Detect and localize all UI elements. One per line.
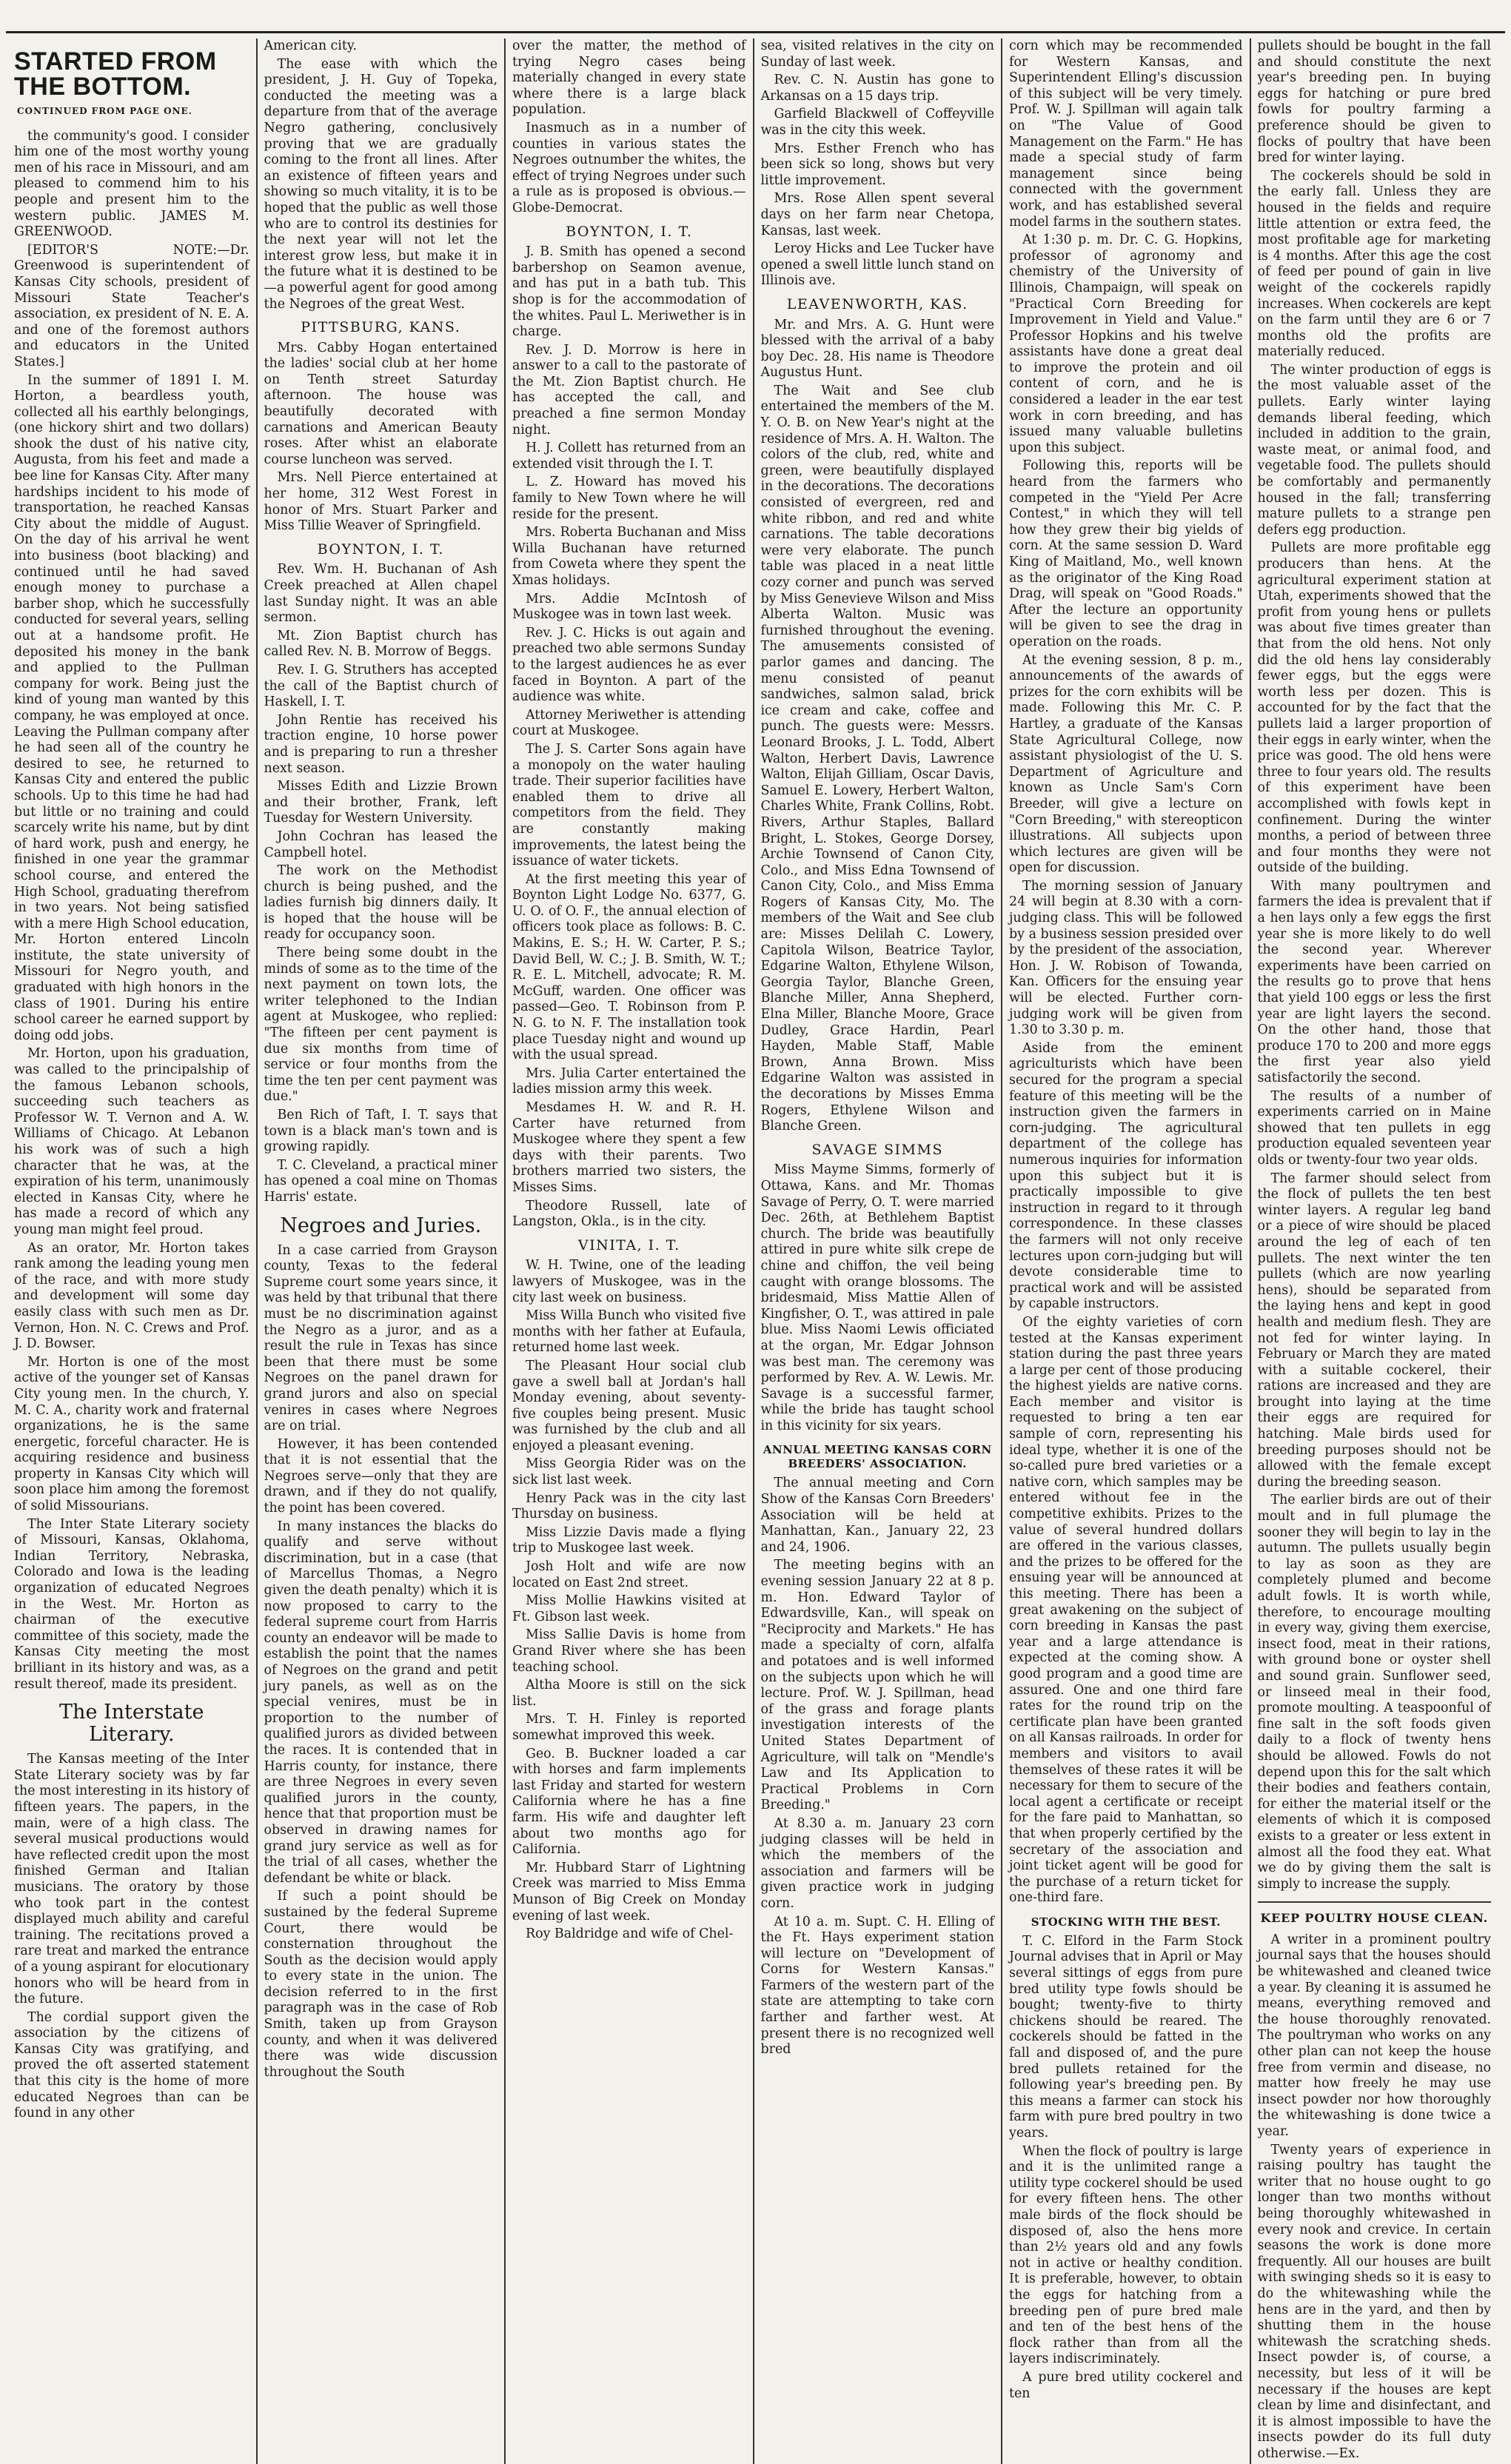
paragraph: Mrs. Roberta Buchanan and Miss Willa Buchanan have returned from Coweta where they spent the Xmas holidays. [512,525,746,588]
paragraph: Of the eighty varieties of corn tested at the Kansas experiment station during the past three years a large per cent of those producing the highest yields are native corns. Each member and visitor is requested to bring a ten ear sample of corn, representing his ideal type, whether it is one of the so-called pure bred varieties or a native corn, which samples may be entered without fee in the competitive exhibits. Prizes to the value of several hundred dollars are offered in the various classes, and the prizes to be offered for the ensuing year will be announced at this meeting. There has been a great awakening on the subject of corn breeding in Kansas the past year and a large attendance is expected at the coming show. A good program and a good time are assured. One and one third fare rates for the round trip on the certificate plan have been granted on all Kansas railroads. In order for members and visitors to avail themselves of these rates it will be necessary for them to secure of the local agent a certificate or receipt for the fare paid to Manhattan, so that when properly certified by the secretary of the association and joint ticket agent will be good for the purchase of a return ticket for one-third fare. [1009,1314,1243,1906]
paragraph: Rev. Wm. H. Buchanan of Ash Creek preached at Allen chapel last Sunday night. It was an able sermon. [264,562,497,626]
article-body [512,1258,746,1942]
paragraph: Pullets are more profitable egg producers than hens. At the agricultural experiment station at Utah, experiments showed that the profit from young hens or pullets was about five times greater than that from the old hens. Not only did the old hens lay considerably fewer eggs, but the eggs were worth less per dozen. This is accounted for by the fact that the pullets laid a larger proportion of their eggs in early winter, when the price was good. The old hens were three to four years old. The results of this experiment have been accomplished with fowls kept in confinement. During the winter months, a period of between three and four months they were not outside of the building. [1257,540,1491,876]
paragraph: A pure bred utility cockerel and ten [1009,2369,1243,2401]
section-heading: LEAVENWORTH, KAS. [786,295,968,312]
paragraph: Mrs. Cabby Hogan entertained the ladies' social club at her home on Tenth street Saturday afternoon. The house was beautifully decorated with carnations and American Beauty roses. After whist an elaborate course luncheon was served. [264,340,497,467]
paragraph: Aside from the eminent agriculturists which have been secured for the program a special feature of this meeting will be the instruction given the farmers in corn-judging. The agricultural department of the college has numerous inquiries for information upon this subject but it is practically impossible to give instruction in regard to it through correspondence. In these classes the farmers will not only receive lectures upon corn-judging but will devote considerable time to practical work and will be assisted by capable instructors. [1009,1040,1243,1312]
paragraph: The cordial support given the association by the citizens of Kansas City was gratifying, and proved the oft asserted statement that this city is the home of more educated Negroes than can be found in any other [14,2009,249,2121]
paragraph: The winter production of eggs is the most valuable asset of the pullets. Early winter laying demands liberal feeding, which included in addition to the grain, waste meat, or animal food, and vegetable food. The pullets should be comfortably and permanently housed in the fall; transferring mature pullets to a strange pen defers egg production. [1257,362,1491,538]
article-body [1009,1934,1243,2402]
paragraph: Twenty years of experience in raising poultry has taught the writer that no house ought to go longer than two months without being thoroughly whitewashed in every nook and crevice. In certain seasons the work is done more frequently. All our houses are built with swinging sheds so it is easy to do the whitewashing while the hens are in the yard, and then by shutting them in the house whitewash the scratching sheds. Insect powder is, of course, a necessity, but less of it will be necessary if the houses are kept clean by lime and disinfectant, and it is almost impossible to have the insects powder do its full duty otherwise.—Ex. [1257,2142,1491,2461]
column-1 [7,38,256,2464]
paragraph: The J. S. Carter Sons again have a monopoly on the water hauling trade. Their superior facilities have enabled them to drive all competitors from the field. They are constantly making improvements, the latest being the issuance of water tickets. [512,741,746,869]
paragraph: Mesdames H. W. and R. H. Carter have returned from Muskogee where they spent a few days with their parents. Two brothers married two sisters, the Misses Sims. [512,1100,746,1195]
section-heading: Negroes and Juries. [280,1213,482,1237]
article-body [1258,1932,1492,2463]
article-body [1258,38,1492,1892]
paragraph: Inasmuch as in a number of counties in various states the Negroes outnumber the whites, the effect of trying Negroes under such a rule as is proposed is obvious.—Globe-Democrat. [512,120,746,215]
paragraph: The morning session of January 24 will begin at 8.30 with a corn-judging class. This will be followed by a business session presided over by the president of the association, Hon. J. W. Robison of Towanda, Kan. Officers for the ensuing year will be elected. Further corn-judging work will be given from 1.30 to 3.30 p. m. [1009,878,1243,1038]
article-body [264,38,498,312]
paragraph: Rev. J. D. Morrow is here in answer to a call to the pastorate of the Mt. Zion Baptist church. He has accepted the call, and preached a fine sermon Monday night. [512,342,746,438]
paragraph: Rev. J. C. Hicks is out again and preached two able sermons Sunday to the largest audiences he as ever faced in Boynton. A part of the audience was white. [512,625,746,705]
section-heading: ANNUAL MEETING KANSAS CORN BREEDERS' ASSOCIATION. [763,1443,992,1471]
paragraph: If such a point should be sustained by the federal Supreme Court, there would be consternation throughout the South as the decision would apply to every state in the union. The decision referred to in the first paragraph was in the case of Rob Smith, taken up from Grayson county, and when it was delivered there was wide discussion throughout the South [264,1889,497,2080]
paragraph: In many instances the blacks do qualify and serve without discrimination, but in a case (that of Marcellus Thomas, a Negro given the death penalty) which it is now proposed to carry to the federal supreme court from Harris county an endeavor will be made to establish the point that the names of Negroes on the grand and petit jury panels, as well as on the special venires, must be in proportion to the number of qualified jurors as divided between the races. It is contended that in Harris county, for instance, there are three Negroes in every seven qualified jurors in the county, hence that that proportion must be observed in drawing names for grand jury service as well as for the trial of all cases, whether the defendant be white or black. [264,1519,497,1886]
paragraph: John Rentie has received his traction engine, 10 horse power and is preparing to run a thresher next season. [264,712,497,776]
paragraph: Mrs. Nell Pierce entertained at her home, 312 West Forest in honor of Mrs. Stuart Parker and Miss Tillie Weaver of Springfield. [264,470,497,534]
paragraph: The annual meeting and Corn Show of the Kansas Corn Breeders' Association will be held at Manhattan, Kan., January 22, 23 and 24, 1906. [760,1476,994,1555]
section-heading: STOCKING WITH THE BEST. [1031,1915,1221,1929]
paragraph: At 10 a. m. Supt. C. H. Elling of the Ft. Hays experiment station will lecture on "Development of Corns for Western Kansas." Farmers of the western part of the state are attempting to take corn farther and farther west. At present there is no recognized well bred [760,1914,994,2058]
paragraph: Mr. Hubbard Starr of Lightning Creek was married to Miss Emma Munson of Big Creek on Monday evening of last week. [512,1860,746,1924]
paragraph: The meeting begins with an evening session January 22 at 8 p. m. Hon. Edward Taylor of Edwardsville, Kan., will speak on "Reciprocity and Markets." He has made a specialty of corn, alfalfa and potatoes and is well informed on the subjects upon which he will lecture. Prof. W. J. Spillman, head of the grass and forage plants investigation interests of the United States Department of Agriculture, will talk on "Mendle's Law and Its Application to Practical Problems in Corn Breeding." [760,1558,994,1813]
article-body [264,562,498,1205]
section-heading: BOYNTON, I. T. [566,223,693,240]
paragraph: H. J. Collett has returned from an extended visit through the I. T. [512,441,746,472]
paragraph: At the first meeting this year of Boynton Light Lodge No. 6377, G. U. O. of O. F., the annual election of officers took place as follows: B. C. Makins, E. S.; H. W. Carter, P. S.; David Bell, W. C.; J. B. Smith, W. T.; R. E. L. Mitchell, advocate; R. M. McGuff, warden. One officer was passed—Geo. T. Robinson from P. N. G. to N. F. The installation took place Tuesday night and wound up with the usual spread. [512,871,746,1063]
paragraph: Mr. Horton, upon his graduation, was called to the principalship of the famous Lebanon schools, succeeding such teachers as Professor W. T. Vernon and A. W. Williams of Chicago. At Lebanon his work was of such a high character that he was, at the expiration of his term, unanimously elected in Kansas City, where he has made a record of which any young man might feel proud. [14,1046,249,1237]
paragraph: Misses Edith and Lizzie Brown and their brother, Frank, left Tuesday for Western University. [264,779,497,826]
headline: STARTED FROM THE BOTTOM. [14,47,217,101]
paragraph: The farmer should select from the flock of pullets the ten best winter layers. A regular leg band or a piece of wire should be placed around the leg of each of ten pullets. The next winter the ten pullets (which are now yearling hens), should be separated from the laying hens and kept in good health and medium flesh. They are not fed for winter laying. In February or March they are mated with a suitable cockerel, their rations are increased and they are brought into laying at the time their eggs are required for hatching. Male birds used for breeding purposes should not be allowed with the female except during the breeding season. [1257,1171,1491,1490]
section-heading: The Interstate Literary. [59,1701,204,1747]
paragraph: [EDITOR'S NOTE:—Dr. Greenwood is superintendent of Kansas City schools, president of Missouri State Teacher's association, ex president of N. E. A. and one of the foremost authors and educators in the United States.] [14,242,249,369]
paragraph: Roy Baldridge and wife of Chel- [526,1926,734,1942]
paragraph: the community's good. I consider him one of the most worthy young men of his race in Missouri, and am pleased to commend him to his people and present him to the western public. JAMES M. GREENWOOD. [14,128,249,240]
article-body [761,38,995,289]
article-body [264,1243,498,2081]
article-body [512,38,746,217]
paragraph: pullets should be bought in the fall and should constitute the next year's breeding pen. In buying eggs for hatching or pure bred fowls for poultry farming a preference should be given to flocks of poultry that have been bred for winter laying. [1257,38,1491,166]
paragraph: Mr. Horton is one of the most active of the younger set of Kansas City young men. In the church, Y. M. C. A., charity work and fraternal organizations, he is the same energetic, forceful character. He is acquiring residence and business property in Kansas City which will soon place him among the foremost of solid Missourians. [14,1354,249,1514]
section-heading: PITTSBURG, KANS. [301,319,461,336]
paragraph: Following this, reports will be heard from the farmers who competed in the "Yield Per Acre Contest," in which they will tell how they grew their big yields of corn. At the same session D. Ward King of Maitland, Mo., well known as the originator of the King Road Drag, will speak on "Good Roads." After the lecture an opportunity will be given to see the drag in operation on the roads. [1009,458,1243,649]
section-heading: SAVAGE SIMMS [811,1141,943,1158]
article-body [264,341,498,535]
paragraph: The ease with which the president, J. H. Guy of Topeka, conducted the meeting was a departure from that of the average Negro gathering, conclusively proving that we are gradually coming to the front all lines. After an existence of fifteen years and showing so much vitality, it is to be hoped that the public as well those who are to control its destinies for the next year will not let the interest grow less, but make it in the future what it is destined to be—a powerful agent for good among the Negroes of the great West. [264,56,497,312]
paragraph: Leroy Hicks and Lee Tucker have opened a swell little lunch stand on Illinois ave. [760,241,994,289]
paragraph: American city. [264,38,357,53]
paragraph: The results of a number of experiments carried on in Maine showed that ten pullets in egg production equaled seventeen year olds or twenty-four two year olds. [1257,1088,1491,1168]
paragraph: Rev. C. N. Austin has gone to Arkansas on a 15 days trip. [760,73,994,104]
paragraph: Mr. and Mrs. A. G. Hunt were blessed with the arrival of a baby boy Dec. 28. His name is Theodore Augustus Hunt. [760,317,994,381]
paragraph: L. Z. Howard has moved his family to New Town where he will reside for the present. [512,475,746,522]
paragraph: Miss Sallie Davis is home from Grand River where she has been teaching school. [512,1627,746,1675]
article-body [761,1476,995,2058]
paragraph: The Wait and See club entertained the members of the M. Y. O. B. on New Year's night at the residence of Mrs. A. H. Walton. The colors of the club, red, white and green, were beautifully displayed in the decorations. The decorations consisted of evergreen, red and white ribbon, and red and white carnations. The table decorations were very elaborate. The punch table was placed in a neat little cozy corner and punch was served by Miss Genevieve Wilson and Miss Alberta Walton. Music was furnished throughout the evening. The amusements consisted of parlor games and dancing. The menu consisted of peanut sandwiches, salmon salad, brick ice cream and cake, coffee and punch. The guests were: Messrs. Leonard Brooks, J. L. Todd, Albert Walton, Herbert Davis, Lawrence Walton, Elijah Gilliam, Oscar Davis, Samuel E. Lowery, Herbert Walton, Charles White, Frank Collins, Robt. Rivers, Arthur Staples, Ballard Bright, L. Stokes, George Dorsey, Archie Townsend of Canon City, Colo., and Miss Edna Townsend of Canon City, Colo., and Miss Emma Rogers of Kansas City, Mo. The members of the Wait and See club are: Misses Delilah C. Lowery, Capitola Wilson, Beatrice Taylor, Edgarine Walton, Ethylene Wilson, Georgia Taylor, Blanche Green, Blanche Miller, Anna Shepherd, Elna Miller, Blanche Moore, Grace Dudley, Grace Hardin, Pearl Hayden, Mable Staff, Mable Brown, Anna Brown. Miss Edgarine Walton was assisted in the decorations by Misses Emma Rogers, Ethylene Wilson and Blanche Green. [760,383,994,1134]
paragraph: The Pleasant Hour social club gave a swell ball at Jordan's hall Monday evening, about seventy-five couples being present. Music was furnished by the club and all enjoyed a pleasant evening. [512,1358,746,1453]
paragraph: Mrs. Addie McIntosh of Muskogee was in town last week. [512,591,746,623]
paragraph: Mrs. Rose Allen spent several days on her farm near Chetopa, Kansas, last week. [760,191,994,238]
paragraph: Geo. B. Buckner loaded a car with horses and farm implements last Friday and started for western California where he has a fine farm. His wife and daughter left about two months ago for California. [512,1746,746,1858]
paragraph: The work on the Methodist church is being pushed, and the ladies furnish big dinners daily. It is hoped that the house will be ready for occupancy soon. [264,863,497,943]
paragraph: As an orator, Mr. Horton takes rank among the leading young men of the race, and with more study and development will some day easily class with such men as Dr. Vernon, Hon. N. C. Crews and Prof. J. D. Bowser. [14,1240,249,1352]
paragraph: Henry Pack was in the city last Thursday on business. [512,1490,746,1522]
column-4 [753,38,1002,2464]
paragraph: Mrs. Julia Carter entertained the ladies mission army this week. [512,1065,746,1097]
paragraph: W. H. Twine, one of the leading lawyers of Muskogee, was in the city last week on business. [512,1258,746,1305]
columns [7,38,1498,2461]
paragraph: At the evening session, 8 p. m., announcements of the awards of prizes for the corn exhibits will be made. Following this Mr. C. P. Hartley, a graduate of the Kansas State Agricultural College, now assistant physiologist of the U. S. Department of Agriculture and known as Uncle Sam's Corn Breeder, will give a lecture on "Corn Breeding," with stereopticon illustrations. All subjects upon which lectures are given will be open for discussion. [1009,652,1243,876]
paragraph: Miss Mollie Hawkins visited at Ft. Gibson last week. [512,1593,746,1624]
article-body [1009,38,1243,1906]
section-heading: KEEP POULTRY HOUSE CLEAN. [1258,1901,1492,1926]
paragraph: There being some doubt in the minds of some as to the time of the next payment on town lots, the writer telephoned to the Indian agent at Muskogee, who replied: "The fifteen per cent payment is due six months from time of service or four months from the time the ten per cent payment was due." [264,945,497,1105]
paragraph: sea, visited relatives in the city on Sunday of last week. [760,38,994,70]
article-body [14,129,249,1693]
paragraph: T. C. Elford in the Farm Stock Journal advises that in April or May several sittings of eggs from pure bred utility type fowls should be bought; twenty-five to thirty chickens should be reared. The cockerels should be fatted in the fall and disposed of, and the pure bred pullets retained for the following year's breeding pen. By this means a farmer can stock his farm with pure bred poultry in two years. [1009,1933,1243,2140]
paragraph: The earlier birds are out of their moult and in full plumage the sooner they will begin to lay in the autumn. The pullets usually begin to lay as soon as they are completely plumed and become adult fowls. It is worth while, therefore, to encourage moulting in every way, giving them exercise, insect food, meat in their rations, with ground bone or oyster shell and sound grain. Sunflower seed, or linseed meal in their food, promote moulting. A teaspoonful of fine salt in the soft foods given daily to a flock of twenty hens should be allowed. Fowls do not depend upon this for the salt which their bodies and feathers contain, for either the material itself or the elements of which it is composed exists to a greater or less extent in almost all the food they eat. What we do by giving them the salt is simply to increase the supply. [1257,1493,1491,1892]
paragraph: At 1:30 p. m. Dr. C. G. Hopkins, professor of agronomy and chemistry of the University of Illinois, Champaign, will speak on "Practical Corn Breeding for Improvement in Yield and Value." Professor Hopkins and his twelve assistants have done a great deal to improve the protein and oil content of corn, and he is considered a leader in the ear test work in corn breeding, and has issued many valuable bulletins upon this subject. [1009,232,1243,455]
column-6 [1250,38,1498,2464]
paragraph: Ben Rich of Taft, I. T. says that town is a black man's town and is growing rapidly. [264,1108,497,1155]
article-body [512,244,746,1231]
paragraph: With many poultrymen and farmers the idea is prevalent that if a hen lays only a few eggs the first year she is more likely to do well the second year. Wherever experiments have been carried on the results go to prove that hens that yield 100 eggs or less the first year are light layers the second. On the other hand, those that produce 170 to 200 and more eggs the first year also yield satisfactorily the second. [1257,878,1491,1085]
article-body [761,318,995,1135]
paragraph: However, it has been contended that it is not essential that the Negroes serve—only that they are drawn, and if they do not qualify, the point has been covered. [264,1436,497,1516]
paragraph: Mrs. T. H. Finley is reported somewhat improved this week. [512,1712,746,1743]
article-body [761,1162,995,1434]
paragraph: corn which may be recommended for Western Kansas, and Superintendent Elling's discussion of this subject will be very timely. Prof. W. J. Spillman will again talk on "The Value of Good Management on the Farm." He has made a special study of farm management since being connected with the government work, and has established several model farms in the southern states. [1009,38,1243,230]
paragraph: Mrs. Esther French who has been sick so long, shows but very little improvement. [760,141,994,188]
paragraph: In a case carried from Grayson county, Texas to the federal Supreme court some years since, it was held by that tribunal that there must be no discrimination against the Negro as a juror, and as a result the rule in Texas has since been that there must be some Negroes on the panel drawn for grand jurors and also on special venires in cases where Negroes are on trial. [264,1242,497,1434]
section-heading: VINITA, I. T. [577,1236,680,1253]
paragraph: Miss Georgia Rider was on the sick list last week. [512,1456,746,1488]
top-rule [6,31,1505,33]
paragraph: A writer in a prominent poultry journal says that the houses should be whitewashed and cleaned twice a year. By cleaning it is assumed he means, everything removed and the house thoroughly renovated. The poultryman who works on any other plan can not keep the house free from vermin and disease, no matter how freely he may use insect powder nor how thoroughly the whitewashing is done twice a year. [1257,1932,1491,2139]
paragraph: The Inter State Literary society of Missouri, Kansas, Oklahoma, Indian Territory, Nebraska, Colorado and Iowa is the leading organization of educated Negroes in the West. Mr. Horton as chairman of the executive committee of this society, made the Kansas City meeting the most brilliant in its history and was, as a result thereof, made its president. [14,1516,249,1692]
column-5 [1001,38,1250,2464]
paragraph: Mt. Zion Baptist church has called Rev. N. B. Morrow of Beggs. [264,628,497,660]
paragraph: Miss Mayme Simms, formerly of Ottawa, Kans. and Mr. Thomas Savage of Perry, O. T. were married Dec. 26th, at Bethlehem Baptist church. The bride was beautifully attired in pure white silk crepe de chine and chiffon, the veil being caught with orange blossoms. The bridesmaid, Miss Mattie Allen of Kingfisher, O. T., was attired in pale blue. Miss Naomi Lewis officiated at the organ, Mr. Edgar Johnson was best man. The ceremony was performed by Rev. A. W. Lewis. Mr. Savage is a successful farmer, while the bride has taught school in this vicinity for six years. [760,1162,994,1433]
column-3 [504,38,753,2464]
paragraph: John Cochran has leased the Campbell hotel. [264,828,497,860]
paragraph: Altha Moore is still on the sick list. [512,1678,746,1709]
article-body [14,1752,249,2122]
paragraph: over the matter, the method of trying Negro cases being materially changed in every state where there is a large black population. [512,38,746,118]
paragraph: When the flock of poultry is large and it is the unlimited range a utility type cockerel should be used for every fifteen hens. The other male birds of the flock should be disposed of, also the hens more than 2½ years old and any fowls not in active or healthy condition. It is preferable, however, to obtain the eggs for hatching from a breeding pen of pure bred male and ten of the best hens of the flock rather than from all the layers indiscriminately. [1009,2143,1243,2367]
paragraph: The cockerels should be sold in the early fall. Unless they are housed in the fields and require little attention or extra feed, the most profitable age for marketing is 4 months. After this age the cost of feed per pound of gain in live weight of the cockerels rapidly increases. When cockerels are kept on the farm until they are 6 or 7 months old the profits are materially reduced. [1257,168,1491,360]
paragraph: Miss Willa Bunch who visited five months with her father at Eufaula, returned home last week. [512,1308,746,1356]
paragraph: Garfield Blackwell of Coffeyville was in the city this week. [760,107,994,138]
paragraph: T. C. Cleveland, a practical miner has opened a coal mine on Thomas Harris' estate. [264,1157,497,1205]
paragraph: At 8.30 a. m. January 23 corn judging classes will be held in which the members of the association and farmers will be given practice work in judging corn. [760,1815,994,1911]
paragraph: J. B. Smith has opened a second barbershop on Seamon avenue, and has put in a bath tub. This shop is for the accommodation of the whites. Paul L. Meriwether is in charge. [512,244,746,340]
paragraph: Miss Lizzie Davis made a flying trip to Muskogee last week. [512,1524,746,1556]
paragraph: Rev. I. G. Struthers has accepted the call of the Baptist church of Haskell, I. T. [264,662,497,710]
column-2 [256,38,505,2464]
paragraph: Attorney Meriwether is attending court at Muskogee. [512,707,746,739]
paragraph: In the summer of 1891 I. M. Horton, a beardless youth, collected all his earthly belongings, (one hickory shirt and two dollars) shook the dust of his native city, Augusta, from his feet and made a bee line for Kansas City. After many hardships incident to his mode of transportation, he reached Kansas City about the middle of August. On the day of his arrival he went into business (boot blacking) and continued until he had saved enough money to purchase a barber shop, which he successfully conducted for several years, selling out at a handsome profit. He deposited his money in the bank and applied to the Pullman company for work. Being just the kind of young man wanted by this company, he was employed at once. Leaving the Pullman company after he had seen all of the country he desired to see, he returned to Kansas City and entered the public schools. Up to this time he had had but little or no training and could scarcely write his name, but by dint of hard work, push and energy, he finished in one year the grammar school course, and entered the High School, graduating therefrom in two years. Not being satisfied with a mere High School education, Mr. Horton entered Lincoln institute, the state university of Missouri for Negro youth, and graduated with high honors in the class of 1901. During his entire school career he earned support by doing odd jobs. [14,372,249,1043]
continued-label: CONTINUED FROM PAGE ONE. [17,106,192,116]
paragraph: Theodore Russell, late of Langston, Okla., is in the city. [512,1198,746,1230]
paragraph: The Kansas meeting of the Inter State Literary society was by far the most interesting in its history of fifteen years. The papers, in the main, were of a high class. The several musical productions would have reflected credit upon the most finished German and Italian musicians. The oratory by those who took part in the contest displayed much ability and careful training. The recitations proved a rare treat and marked the entrance of a young aspirant for elocutionary honors who will be heard from in the future. [14,1752,249,2007]
section-heading: BOYNTON, I. T. [317,540,444,558]
paragraph: Josh Holt and wife are now located on East 2nd street. [512,1559,746,1590]
